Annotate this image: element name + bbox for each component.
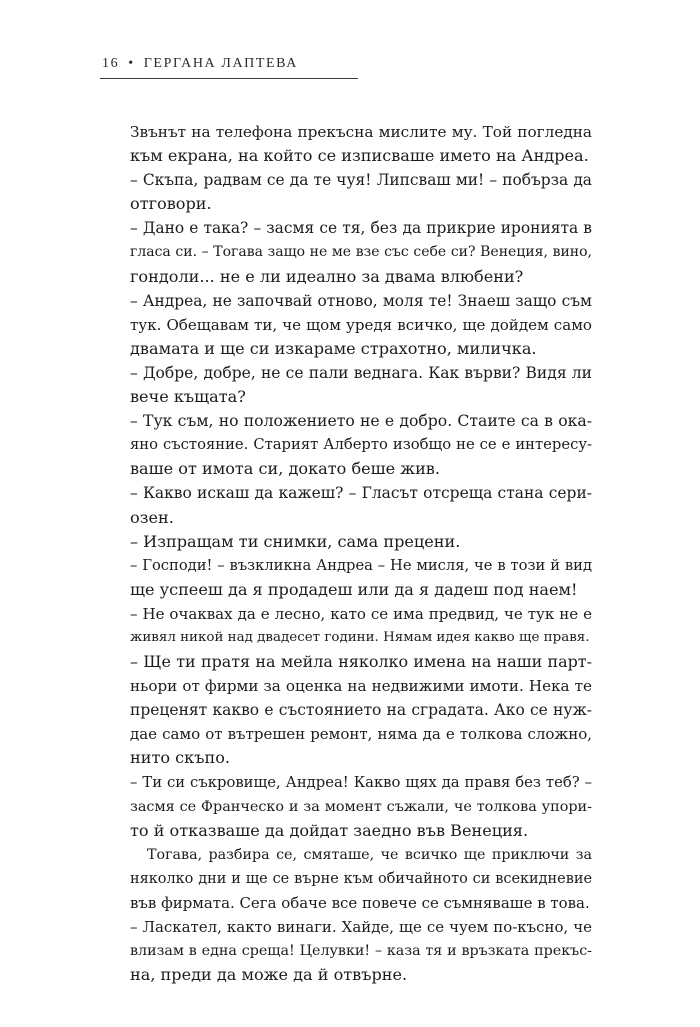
text-line: – Ласкател, както винаги. Хайде, ще се чуем по-късно, че xyxy=(130,918,592,937)
text-line: – Скъпа, радвам се да те чуя! Липсваш ми! – побърза да xyxy=(130,171,592,190)
text-line: на, преди да може да й отвърне. xyxy=(130,965,408,985)
text-line: – Господи! – възкликна Андреа – Не мисля, че в този й вид xyxy=(130,556,592,574)
text-line: – Андреа, не започвай отново, моля те! Знаеш защо съм xyxy=(130,291,592,310)
text-line: – Добре, добре, не се пали веднага. Как върви? Видя ли xyxy=(130,363,592,382)
text-line: Звънът на телефона прекъсна мислите му. Той погледна xyxy=(130,123,592,141)
body-text xyxy=(130,120,592,987)
header-rule xyxy=(100,78,358,79)
text-line: ще успееш да я продадеш или да я дадеш под наем! xyxy=(130,579,578,599)
text-line: тук. Обещавам ти, че щом уредя всичко, ще дойдем само xyxy=(130,315,592,334)
page-number: 16 xyxy=(102,56,120,71)
text-line: ваше от имота си, докато беше жив. xyxy=(130,459,440,479)
text-line: – Дано е така? – засмя се тя, без да прикрие иронията в xyxy=(130,219,592,238)
text-line: то й отказваше да дойдат заедно във Венеция. xyxy=(130,820,529,840)
text-line: гласа си. – Тогава защо не ме взе със себе си? Венеция, вино, xyxy=(130,244,592,261)
text-line: преценят какво е състоянието на сградата. Ако се нуж- xyxy=(130,701,592,720)
text-line: засмя се Франческо и за момент съжали, че толкова упори- xyxy=(130,798,592,815)
text-line: към екрана, на който се изписваше името на Андреа. xyxy=(130,146,589,166)
text-line: гондоли... не е ли идеално за двама влюбени? xyxy=(130,266,524,286)
text-line: във фирмата. Сега обаче все повече се съмняваше в това. xyxy=(130,894,590,912)
text-line: – Тук съм, но положението не е добро. Стаите са в ока- xyxy=(130,411,592,431)
text-line: ньори от фирми за оценка на недвижими имоти. Нека те xyxy=(130,677,592,696)
text-line: отговори. xyxy=(130,194,212,214)
running-head xyxy=(102,56,298,72)
text-line: Тогава, разбира се, смяташе, че всичко ще приключи за xyxy=(147,846,592,863)
text-line: – Ти си съкровище, Андреа! Какво щях да правя без теб? – xyxy=(130,773,592,791)
text-line: озен. xyxy=(130,507,174,527)
text-line: – Не очаквах да е лесно, като се има предвид, че тук не е xyxy=(130,604,592,623)
author-name: ГЕРГАНА ЛАПТЕВА xyxy=(143,56,298,71)
text-line: – Какво искаш да кажеш? – Гласът отсреща стана сери- xyxy=(130,484,592,503)
text-line: дае само от вътрешен ремонт, няма да е толкова сложно, xyxy=(130,725,592,744)
text-line: нито скъпо. xyxy=(130,748,231,768)
text-line: двамата и ще си изкараме страхотно, миличка. xyxy=(130,338,537,358)
text-line: живял никой над двадесет години. Нямам идея какво ще правя. xyxy=(130,629,590,645)
header-separator: • xyxy=(128,56,135,71)
text-line: – Ще ти пратя на мейла няколко имена на наши парт- xyxy=(130,652,592,672)
text-line: влизам в една среща! Целувки! – каза тя и връзката прекъс- xyxy=(130,943,592,960)
text-line: яно състояние. Старият Алберто изобщо не се е интересу- xyxy=(130,436,592,454)
text-line: няколко дни и ще се върне към обичайното си всекидневие xyxy=(130,870,592,887)
text-line: – Изпращам ти снимки, сама прецени. xyxy=(130,531,461,551)
text-line: вече къщата? xyxy=(130,387,246,407)
